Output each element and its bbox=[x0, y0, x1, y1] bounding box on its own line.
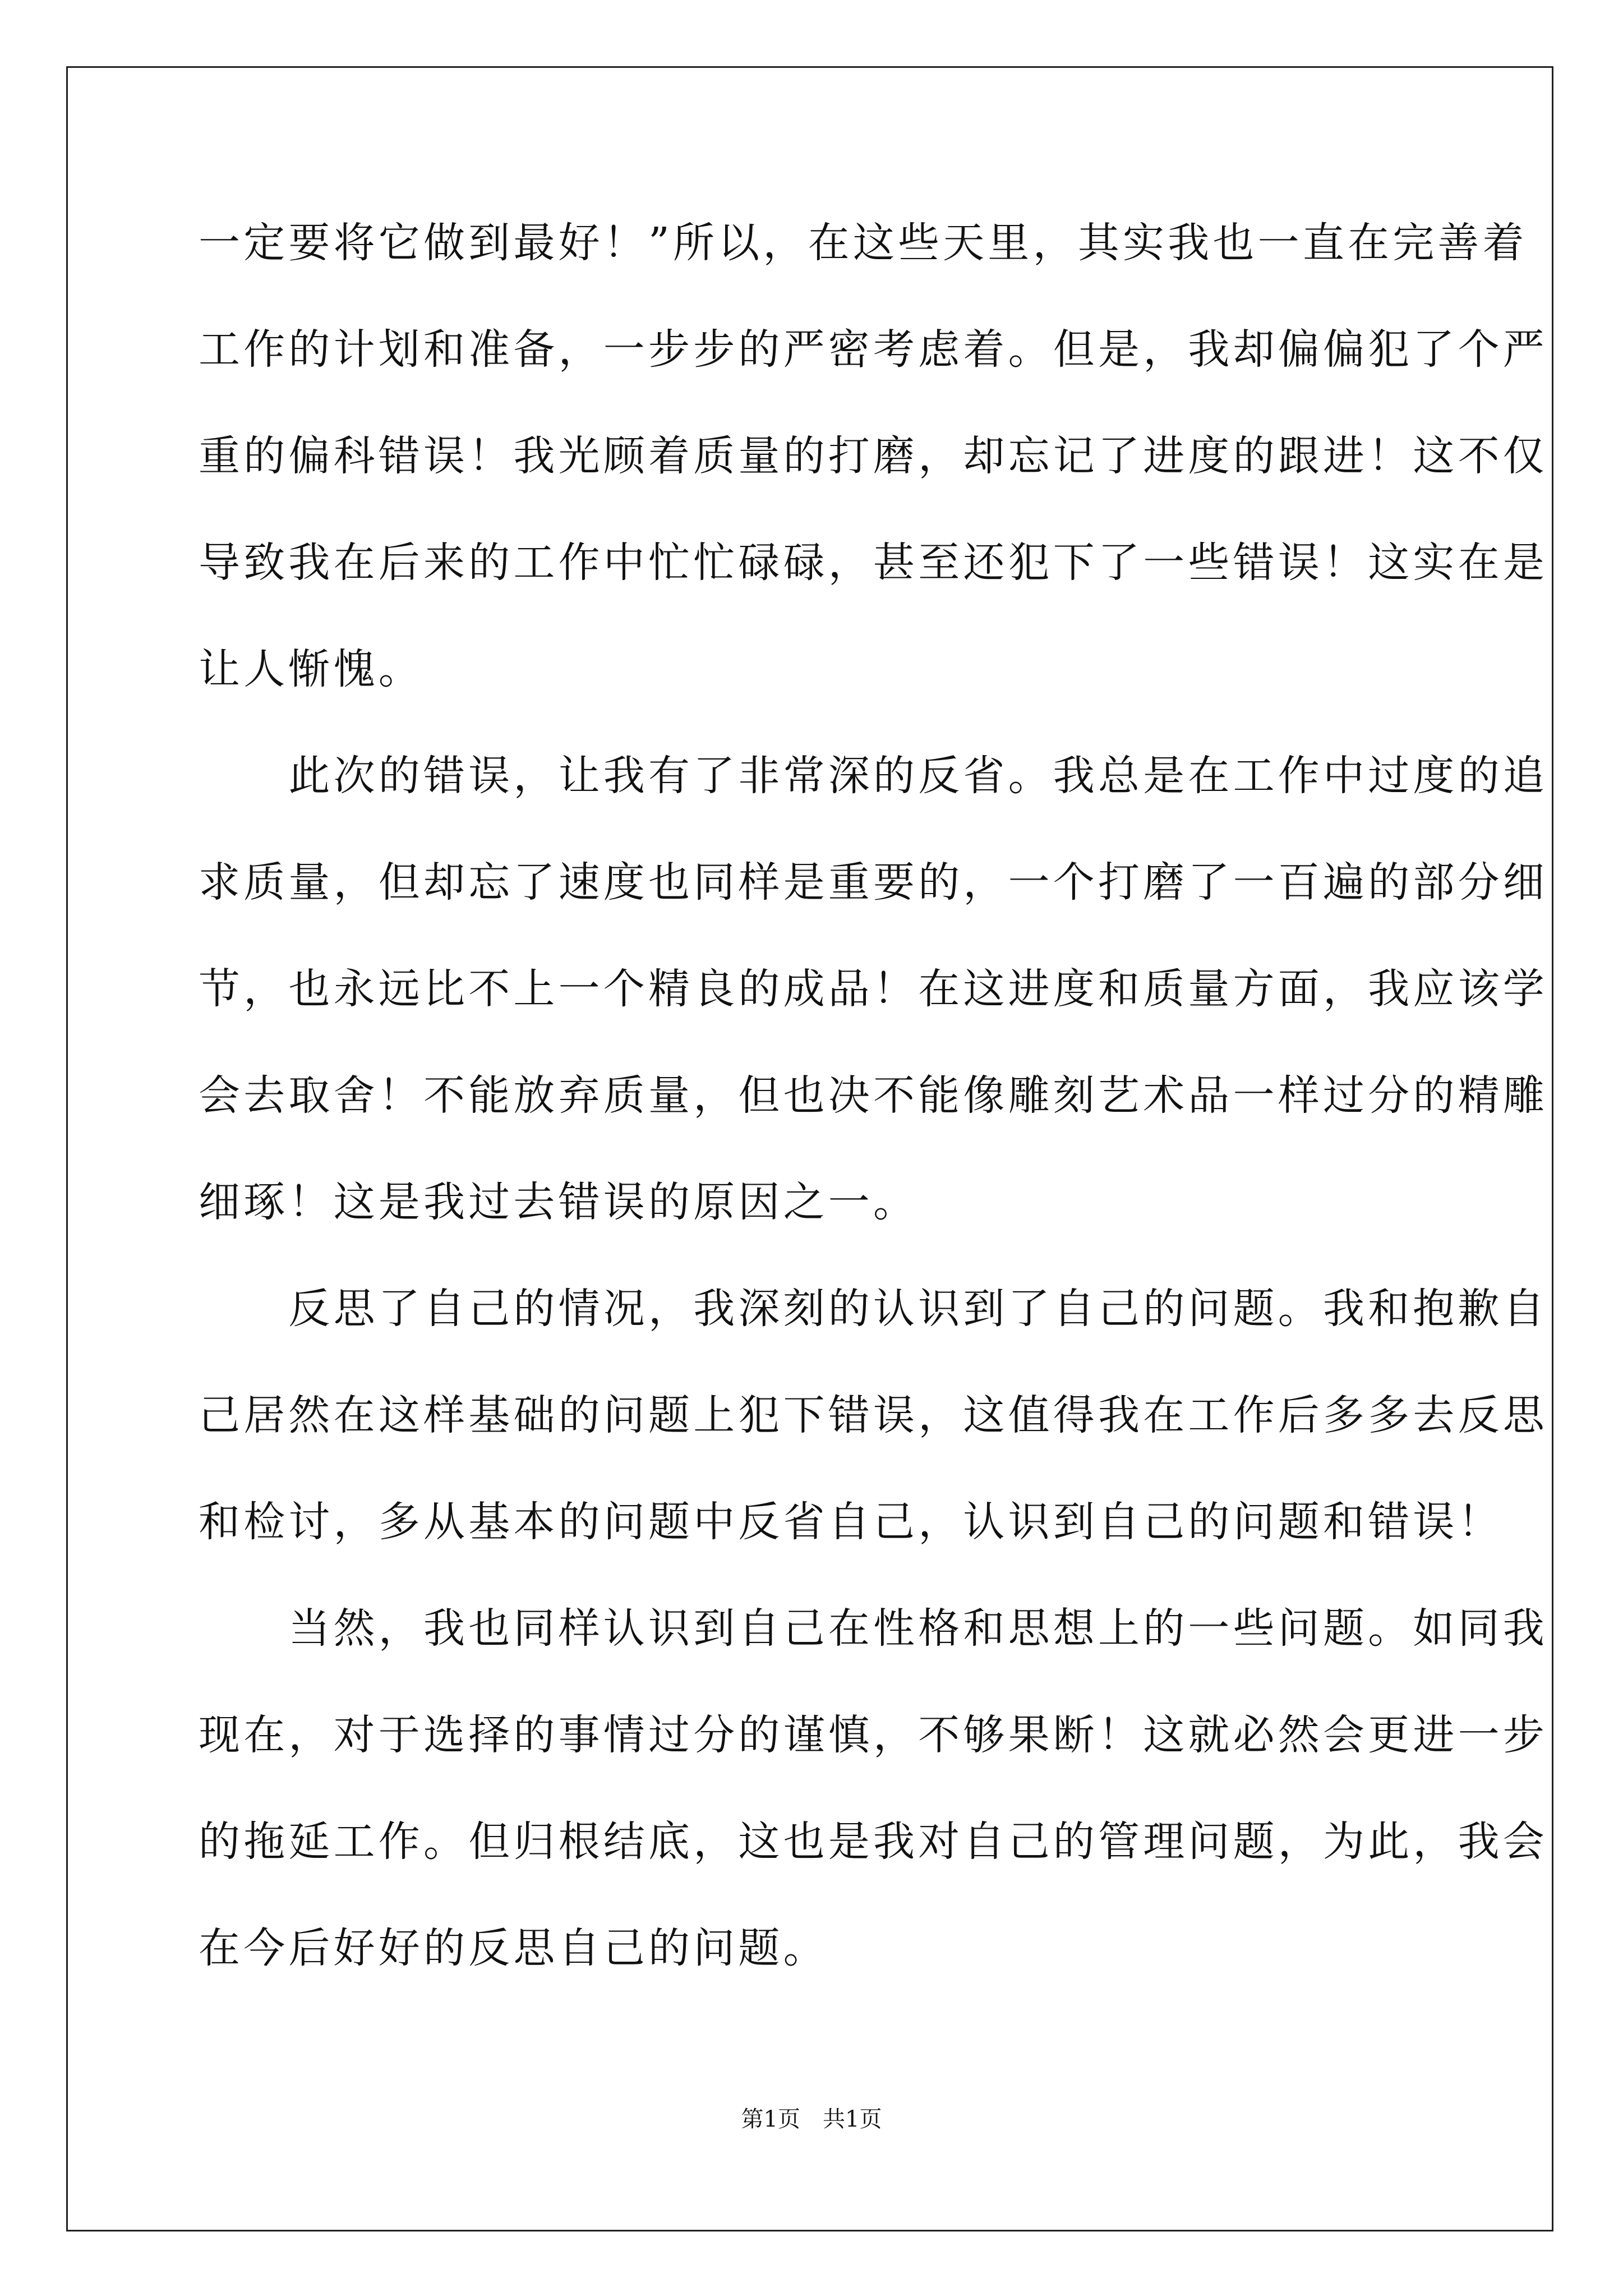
page-total: 共1页 bbox=[823, 2106, 882, 2132]
text-line: 反思了自己的情况，我深刻的认识到了自己的问题。我和抱歉自 bbox=[199, 1285, 1548, 1333]
text-line: 己居然在这样基础的问题上犯下错误，这值得我在工作后多多去反思 bbox=[199, 1391, 1548, 1439]
page-number: 第1页 bbox=[741, 2106, 800, 2132]
text-line: 会去取舍！不能放弃质量，但也决不能像雕刻艺术品一样过分的精雕 bbox=[199, 1071, 1548, 1120]
page-footer bbox=[0, 2102, 1623, 2136]
text-line: 一定要将它做到最好！”所以，在这些天里，其实我也一直在完善着 bbox=[199, 219, 1528, 267]
text-line: 导致我在后来的工作中忙忙碌碌，甚至还犯下了一些错误！这实在是 bbox=[199, 539, 1548, 587]
text-line: 节，也永远比不上一个精良的成品！在这进度和质量方面，我应该学 bbox=[199, 965, 1548, 1013]
text-line: 此次的错误，让我有了非常深的反省。我总是在工作中过度的追 bbox=[199, 752, 1548, 800]
text-line: 的拖延工作。但归根结底，这也是我对自己的管理问题，为此，我会 bbox=[199, 1818, 1548, 1866]
text-line: 在今后好好的反思自己的问题。 bbox=[199, 1924, 828, 1972]
page-border bbox=[66, 66, 1553, 2231]
text-line: 当然，我也同样认识到自己在性格和思想上的一些问题。如同我 bbox=[199, 1604, 1548, 1653]
text-line: 细琢！这是我过去错误的原因之一。 bbox=[199, 1178, 919, 1226]
text-line: 现在，对于选择的事情过分的谨慎，不够果断！这就必然会更进一步 bbox=[199, 1711, 1548, 1759]
text-line: 重的偏科错误！我光顾着质量的打磨，却忘记了进度的跟进！这不仅 bbox=[199, 432, 1548, 480]
text-line: 工作的计划和准备，一步步的严密考虑着。但是，我却偏偏犯了个严 bbox=[199, 325, 1548, 374]
text-line: 让人惭愧。 bbox=[199, 645, 423, 693]
text-line: 求质量，但却忘了速度也同样是重要的，一个打磨了一百遍的部分细 bbox=[199, 858, 1548, 907]
text-line: 和检讨，多从基本的问题中反省自己，认识到自己的问题和错误！ bbox=[199, 1498, 1503, 1546]
